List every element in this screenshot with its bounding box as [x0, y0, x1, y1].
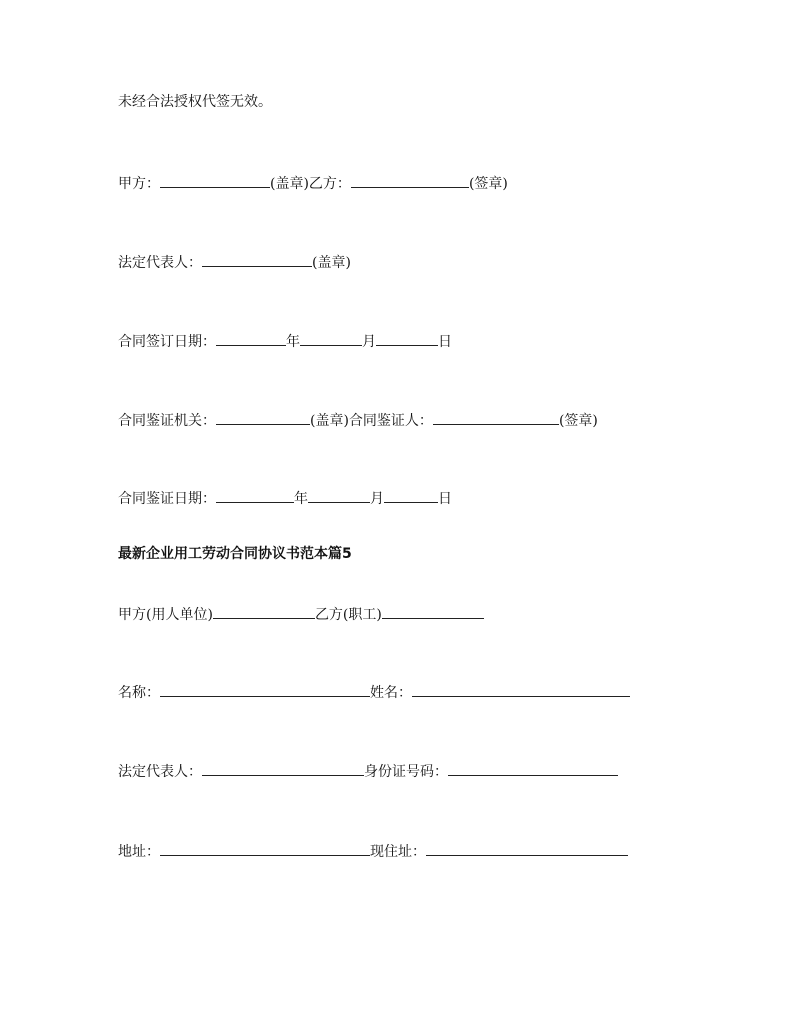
employer-blank[interactable] — [213, 603, 315, 619]
auth-person-blank[interactable] — [433, 409, 559, 425]
contract-signing-date-row — [118, 330, 452, 350]
legal-rep-blank[interactable] — [202, 251, 312, 267]
representative-id-row — [118, 760, 618, 780]
month-blank[interactable] — [300, 330, 362, 346]
address-label: 地址： — [118, 844, 160, 860]
id-number-label: 身份证号码： — [364, 764, 448, 780]
current-address-label: 现住址： — [370, 844, 426, 860]
seal-party-b-label: (盖章)乙方： — [270, 176, 351, 192]
auth-agency-label: 合同鉴证机关： — [118, 413, 216, 429]
month-label: 月 — [362, 334, 376, 350]
party-a-label: 甲方： — [118, 176, 160, 192]
auth-person-label: (盖章)合同鉴证人： — [310, 413, 433, 429]
name-row — [118, 681, 630, 701]
company-name-blank[interactable] — [160, 681, 370, 697]
auth-agency-blank[interactable] — [216, 409, 310, 425]
seal-label: (盖章) — [312, 255, 351, 271]
person-name-label: 姓名： — [370, 685, 412, 701]
auth-date-label: 合同鉴证日期： — [118, 491, 216, 507]
employer-label: 甲方(用人单位) — [118, 607, 213, 623]
legal-rep-label: 法定代表人： — [118, 764, 202, 780]
party-signature-row — [118, 172, 508, 192]
party-b-blank[interactable] — [351, 172, 469, 188]
day-blank[interactable] — [384, 487, 438, 503]
sign-label: (签章) — [468, 176, 508, 192]
legal-representative-row — [118, 251, 351, 271]
day-blank[interactable] — [376, 330, 438, 346]
contract-authentication-row — [118, 409, 598, 429]
legal-rep-blank[interactable] — [202, 760, 364, 776]
party-a-blank[interactable] — [160, 172, 270, 188]
person-name-blank[interactable] — [412, 681, 630, 697]
employee-label: 乙方(职工) — [314, 607, 382, 623]
legal-rep-label: 法定代表人： — [118, 255, 202, 271]
address-blank[interactable] — [160, 840, 370, 856]
id-number-blank[interactable] — [448, 760, 618, 776]
year-label: 年 — [294, 491, 308, 507]
year-label: 年 — [286, 334, 300, 350]
contract-authentication-date-row — [118, 487, 452, 507]
day-label: 日 — [438, 491, 452, 507]
month-label: 月 — [370, 491, 384, 507]
employer-employee-row — [118, 603, 484, 623]
employee-blank[interactable] — [382, 603, 484, 619]
section-heading: 最新企业用工劳动合同协议书范本篇5 — [118, 546, 352, 562]
year-blank[interactable] — [216, 330, 286, 346]
company-name-label: 名称： — [118, 685, 160, 701]
sign-label: (签章) — [558, 413, 598, 429]
signing-date-label: 合同签订日期： — [118, 334, 216, 350]
month-blank[interactable] — [308, 487, 370, 503]
current-address-blank[interactable] — [426, 840, 628, 856]
statement-unauthorized-signing — [118, 92, 272, 112]
address-row — [118, 840, 628, 860]
statement-text: 未经合法授权代签无效。 — [118, 94, 272, 110]
year-blank[interactable] — [216, 487, 294, 503]
day-label: 日 — [438, 334, 452, 350]
